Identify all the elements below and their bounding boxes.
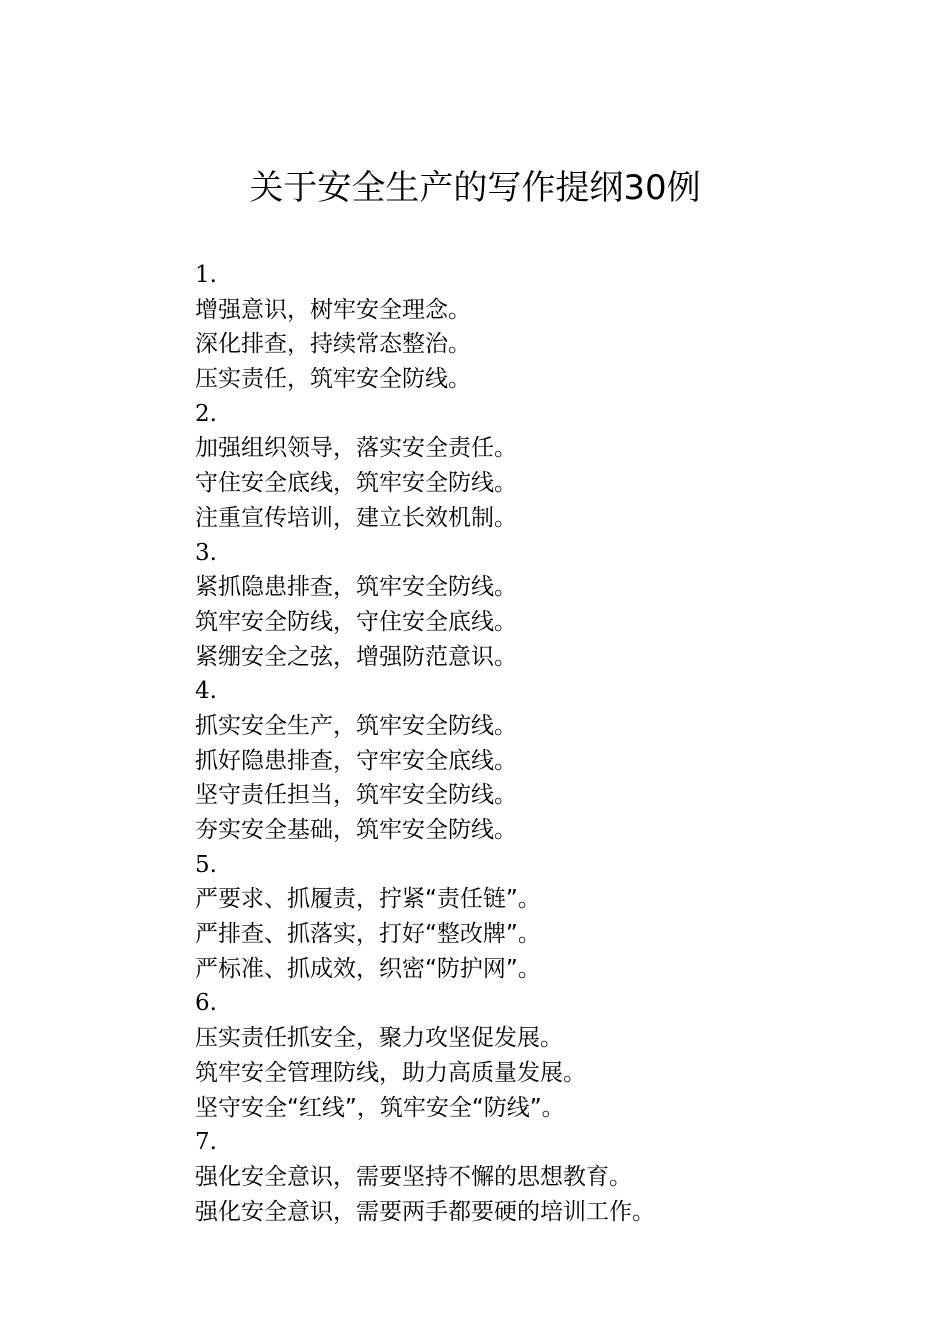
outline-line: 严标准、抓成效，织密“防护网”。 [195, 955, 541, 982]
outline-line: 守住安全底线，筑牢安全防线。 [195, 470, 517, 497]
outline-line: 严排查、抓落实，打好“整改牌”。 [195, 921, 541, 948]
outline-group-number: 1. [195, 262, 217, 288]
outline-list [195, 258, 895, 1229]
outline-line: 压实责任抓安全，聚力攻坚促发展。 [195, 1025, 563, 1052]
outline-line: 注重宣传培训，建立长效机制。 [195, 504, 517, 531]
outline-line: 严要求、抓履责，拧紧“责任链”。 [195, 886, 541, 913]
outline-group-number: 6. [195, 990, 217, 1017]
outline-line: 强化安全意识，需要两手都要硬的培训工作。 [195, 1198, 655, 1225]
outline-group-number: 3. [195, 539, 217, 566]
outline-line: 增强意识，树牢安全理念。 [195, 296, 471, 323]
outline-line: 坚守安全“红线”，筑牢安全“防线”。 [195, 1094, 565, 1121]
outline-line: 紧抓隐患排查，筑牢安全防线。 [195, 574, 517, 601]
outline-line: 加强组织领导，落实安全责任。 [195, 435, 517, 462]
outline-line: 深化排查，持续常态整治。 [195, 331, 471, 358]
outline-group-number: 5. [195, 851, 217, 878]
outline-group-number: 7. [195, 1129, 217, 1156]
outline-group-number: 4. [195, 678, 217, 705]
outline-line: 夯实安全基础，筑牢安全防线。 [195, 817, 517, 843]
document-title: 关于安全生产的写作提纲30例 [249, 168, 701, 208]
outline-line: 强化安全意识，需要坚持不懈的思想教育。 [195, 1163, 632, 1190]
outline-line: 压实责任，筑牢安全防线。 [195, 366, 471, 393]
outline-line: 坚守责任担当，筑牢安全防线。 [195, 782, 517, 809]
outline-line: 紧绷安全之弦，增强防范意识。 [195, 643, 517, 670]
outline-line: 抓实安全生产，筑牢安全防线。 [195, 712, 517, 739]
outline-group-number: 2. [195, 400, 217, 427]
outline-line: 筑牢安全防线，守住安全底线。 [195, 608, 517, 635]
outline-line: 筑牢安全管理防线，助力高质量发展。 [195, 1059, 586, 1086]
outline-line: 抓好隐患排查，守牢安全底线。 [195, 747, 517, 774]
